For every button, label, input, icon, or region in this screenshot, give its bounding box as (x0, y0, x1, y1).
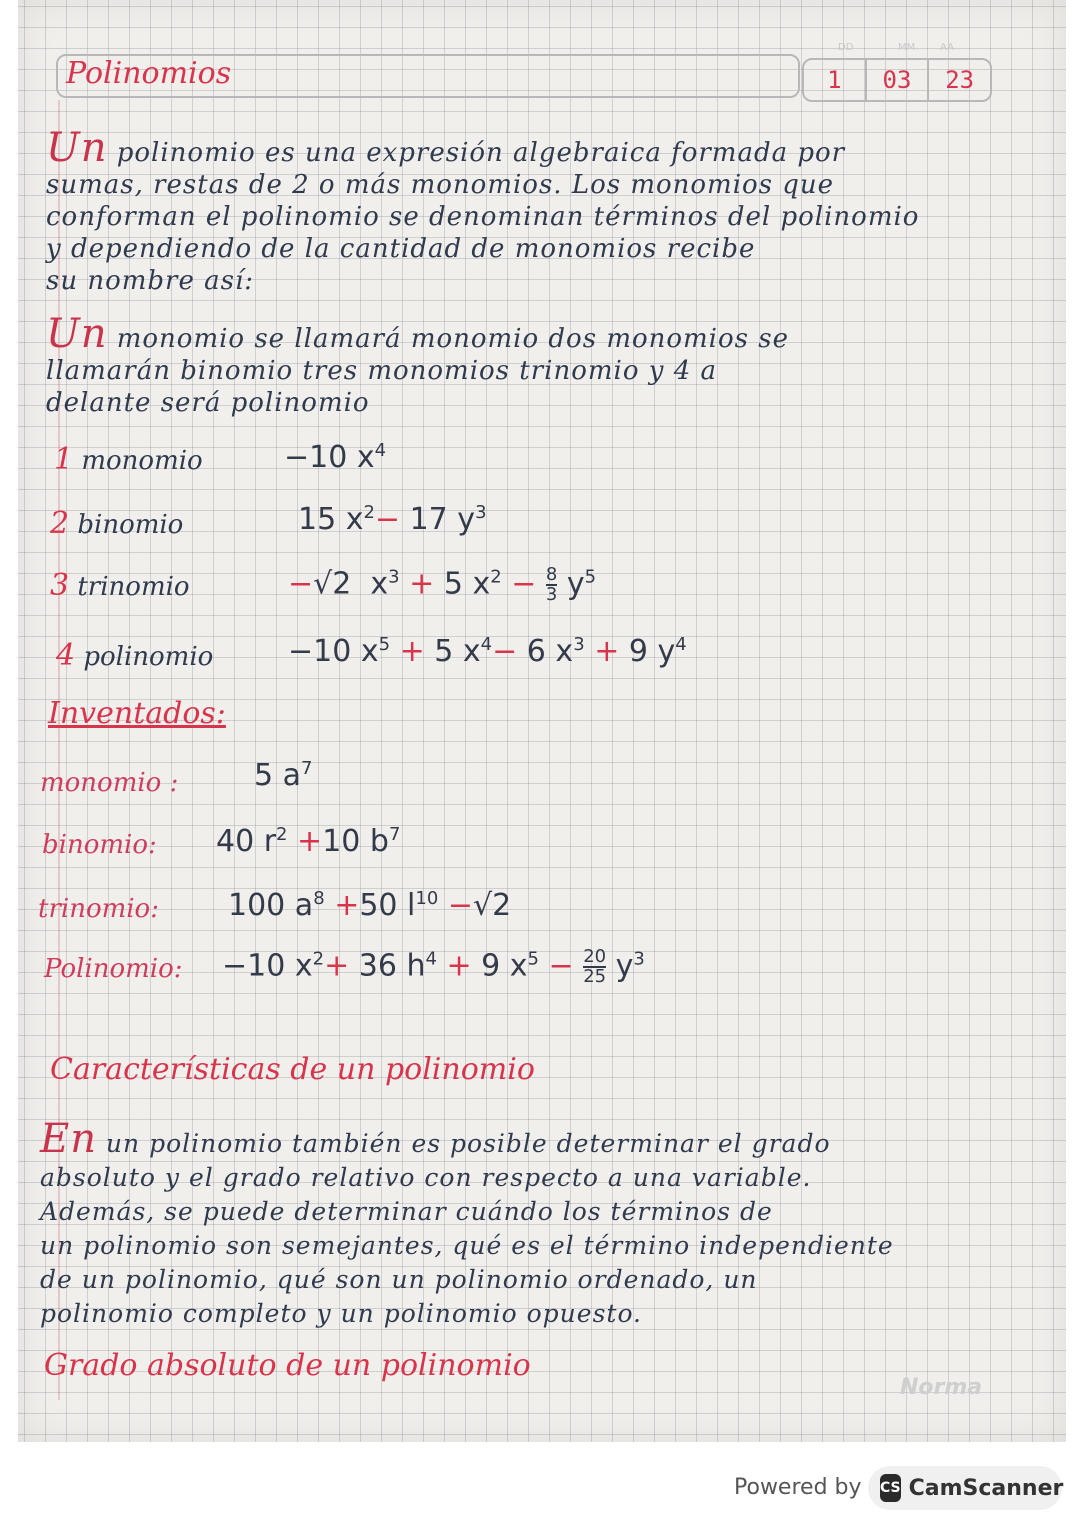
drop-letter: Un (46, 125, 108, 171)
date-month: 03 (867, 60, 930, 100)
camscanner-brand: CamScanner (908, 1475, 1064, 1501)
invented-trinomio-label: trinomio: (38, 894, 159, 924)
camscanner-badge[interactable] (868, 1466, 1062, 1510)
example-1-expression: −10 $x^4$ (284, 440, 387, 475)
naming-line: llamarán binomio tres monomios trinomio y 4 a (46, 356, 718, 386)
intro-line: Un polinomio es una expresión algebraica formada por (46, 125, 846, 171)
camscanner-logo-icon: CS (880, 1474, 901, 1502)
naming-line: Un monomio se llamará monomio dos monomios se (46, 311, 789, 357)
characteristics-line: de un polinomio, qué son un polinomio ordenado, un (40, 1265, 758, 1294)
intro-line: conforman el polinomio se denominan términos del polinomio (46, 202, 920, 232)
example-1-label: 1 monomio (54, 442, 203, 477)
example-4-expression: −10 $x^5 + 5$ $x^4- 6$ $x^3 + 9$ $y^4$ (288, 634, 687, 669)
characteristics-heading: Características de un polinomio (50, 1052, 535, 1087)
powered-by-text: Powered by (734, 1475, 862, 1500)
date-label-day: DD (838, 42, 854, 53)
invented-polinomio-label: Polinomio: (44, 954, 183, 984)
date-day: 1 (804, 60, 867, 100)
example-4-label: 4 polinomio (56, 638, 214, 673)
invented-monomio-label: monomio : (40, 768, 179, 798)
invented-polinomio-expression: −10 $x^2+ 36$ $h^4 + 9$ $x^5$ − $\frac{20}{25}$ $y^3$ (222, 946, 645, 987)
date-label-month: MM (898, 42, 916, 53)
characteristics-line: un polinomio son semejantes, qué es el término independiente (40, 1231, 894, 1260)
example-3-expression: −√2 $x^3 + 5$ $x^2$ − $\frac{8}{3}$ $y^5$ (288, 564, 597, 605)
page-title: Polinomios (66, 56, 232, 91)
naming-line: delante será polinomio (46, 388, 370, 418)
date-label-year: AA (940, 42, 954, 53)
intro-paragraph (46, 125, 1006, 297)
intro-line: su nombre así: (46, 266, 255, 296)
characteristics-paragraph (40, 1116, 1020, 1331)
characteristics-line: En un polinomio también es posible determinar el grado (40, 1116, 831, 1162)
drop-letter: Un (46, 311, 108, 357)
invented-heading: Inventados: (48, 696, 226, 731)
grado-heading: Grado absoluto de un polinomio (44, 1348, 531, 1383)
date-box (802, 58, 992, 102)
invented-binomio-label: binomio: (42, 830, 157, 860)
characteristics-line: Además, se puede determinar cuándo los términos de (40, 1197, 773, 1226)
example-2-expression: 15 $x^2- 17$ $y^3$ (298, 502, 487, 537)
naming-paragraph (46, 311, 1006, 419)
characteristics-line: absoluto y el grado relativo con respecto a una variable. (40, 1163, 812, 1192)
characteristics-line: polinomio completo y un polinomio opuesto. (40, 1299, 642, 1328)
intro-line: sumas, restas de 2 o más monomios. Los monomios que (46, 170, 835, 200)
invented-trinomio-expression: 100 $a^8 +50$ $l^{10} -√2$ (228, 888, 512, 923)
norma-watermark: Norma (900, 1375, 983, 1400)
drop-letter: En (40, 1116, 97, 1162)
intro-line: y dependiendo de la cantidad de monomios recibe (46, 234, 756, 264)
example-2-label: 2 binomio (50, 506, 184, 541)
invented-monomio-expression: 5 $a^7$ (254, 758, 313, 793)
date-year: 23 (945, 66, 975, 94)
example-3-label: 3 trinomio (50, 568, 190, 603)
invented-binomio-expression: 40 $r^2 +10$ $b^7$ (216, 824, 401, 859)
